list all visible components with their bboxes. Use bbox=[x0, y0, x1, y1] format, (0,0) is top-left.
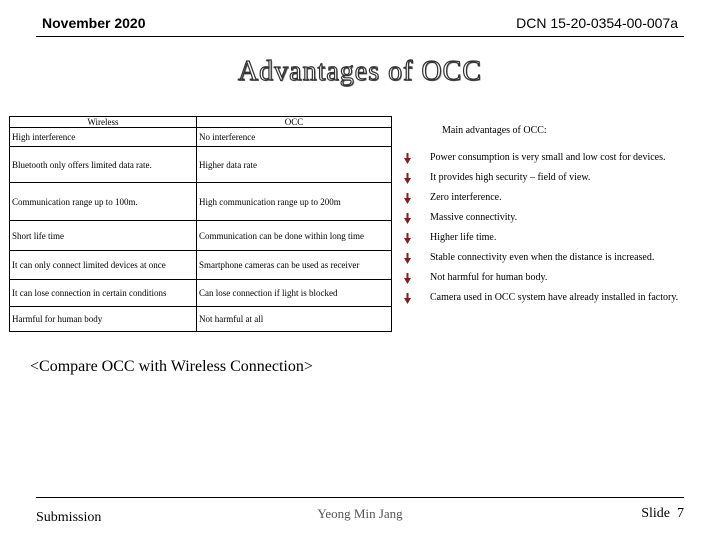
table-row bbox=[10, 251, 392, 280]
advantage-text: Massive connectivity. bbox=[430, 212, 518, 223]
list-item bbox=[404, 250, 716, 270]
table-cell-wireless: Short life time bbox=[10, 221, 197, 251]
advantages-list bbox=[404, 150, 716, 310]
table-header-occ: OCC bbox=[197, 117, 392, 128]
list-item bbox=[404, 190, 716, 210]
advantage-text: Camera used in OCC system have already installed in factory. bbox=[430, 292, 679, 303]
advantage-text: Not harmful for human body. bbox=[430, 272, 548, 283]
table-cell-wireless: High interference bbox=[10, 128, 197, 147]
comparison-table bbox=[9, 116, 392, 332]
header-doc-id: DCN 15-20-0354-00-007a bbox=[516, 15, 678, 31]
arrow-bullet-icon bbox=[404, 193, 411, 204]
slide-label: Slide bbox=[641, 506, 670, 521]
table-cell-occ: No interference bbox=[197, 128, 392, 147]
advantage-text: Stable connectivity even when the distance is increased. bbox=[430, 252, 655, 263]
figure-caption: <Compare OCC with Wireless Connection> bbox=[30, 358, 313, 375]
table-cell-occ: Communication can be done within long time bbox=[197, 221, 392, 251]
arrow-bullet-icon bbox=[404, 253, 411, 264]
advantage-text: Higher life time. bbox=[430, 232, 497, 243]
table-cell-occ: Not harmful at all bbox=[197, 307, 392, 332]
list-item bbox=[404, 150, 716, 170]
footer-author: Yeong Min Jang bbox=[317, 506, 403, 521]
table-row bbox=[10, 280, 392, 307]
arrow-bullet-icon bbox=[404, 213, 411, 224]
header-divider bbox=[36, 36, 684, 37]
table-row bbox=[10, 183, 392, 221]
table-header-wireless: Wireless bbox=[10, 117, 197, 128]
arrow-bullet-icon bbox=[404, 293, 411, 304]
arrow-bullet-icon bbox=[404, 273, 411, 284]
advantage-text: Power consumption is very small and low cost for devices. bbox=[430, 152, 666, 163]
header-date: November 2020 bbox=[42, 15, 146, 31]
table-cell-wireless: Harmful for human body bbox=[10, 307, 197, 332]
footer-divider bbox=[36, 497, 684, 498]
table-header-row bbox=[10, 117, 392, 128]
advantage-text: Zero interference. bbox=[430, 192, 502, 203]
list-item bbox=[404, 230, 716, 250]
table-cell-occ: High communication range up to 200m bbox=[197, 183, 392, 221]
slide-number: 7 bbox=[677, 506, 684, 521]
list-item bbox=[404, 170, 716, 190]
table-row bbox=[10, 307, 392, 332]
advantages-heading: Main advantages of OCC: bbox=[442, 125, 547, 136]
table-row bbox=[10, 221, 392, 251]
footer-slide-number bbox=[641, 506, 684, 522]
list-item bbox=[404, 270, 716, 290]
table-row bbox=[10, 128, 392, 147]
table-cell-wireless: It can only connect limited devices at once bbox=[10, 251, 197, 280]
advantage-text: It provides high security – field of view. bbox=[430, 172, 591, 183]
list-item bbox=[404, 210, 716, 230]
arrow-bullet-icon bbox=[404, 173, 411, 184]
slide-title: Advantages of OCC bbox=[237, 56, 483, 87]
table-cell-occ: Smartphone cameras can be used as receiver bbox=[197, 251, 392, 280]
arrow-bullet-icon bbox=[404, 233, 411, 244]
table-cell-wireless: Bluetooth only offers limited data rate. bbox=[10, 147, 197, 183]
table-cell-wireless: Communication range up to 100m. bbox=[10, 183, 197, 221]
table-cell-wireless: It can lose connection in certain conditions bbox=[10, 280, 197, 307]
footer-submission: Submission bbox=[36, 510, 102, 525]
arrow-bullet-icon bbox=[404, 153, 411, 164]
list-item bbox=[404, 290, 716, 310]
table-cell-occ: Can lose connection if light is blocked bbox=[197, 280, 392, 307]
table-row bbox=[10, 147, 392, 183]
table-cell-occ: Higher data rate bbox=[197, 147, 392, 183]
